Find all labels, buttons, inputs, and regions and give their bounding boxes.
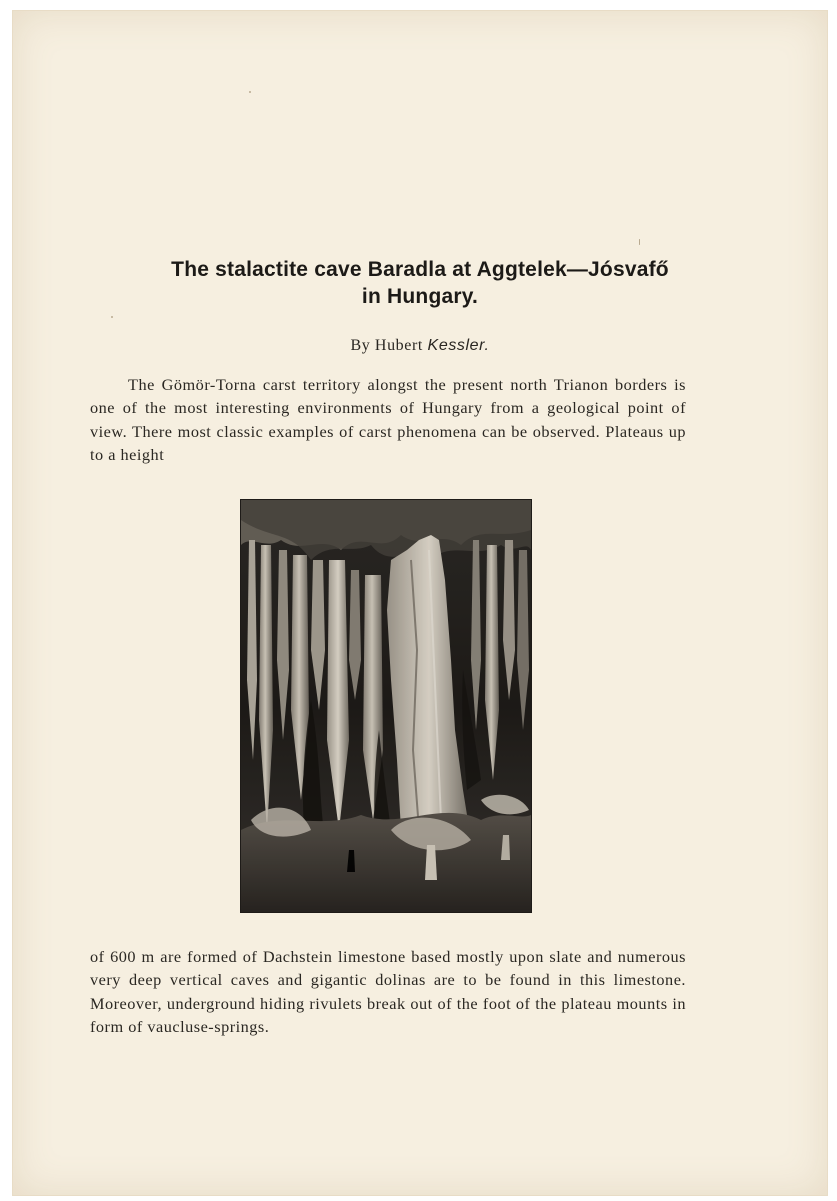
article-title-line-2: in Hungary. xyxy=(361,285,479,308)
paper-speck xyxy=(639,239,640,245)
byline-prefix: By Hubert xyxy=(350,337,428,354)
byline xyxy=(80,337,760,355)
paper-speck xyxy=(249,91,251,93)
article-title-line-1: The stalactite cave Baradla at Aggtelek—Jósvafő xyxy=(171,258,669,281)
cave-photograph-illustration xyxy=(241,500,531,912)
cave-photograph xyxy=(240,499,532,913)
paragraph-intro: The Gömör-Torna carst territory alongst the present north Trianon borders is one of the most interesting environments of Hungary from a geological point of view. There most classic examples of carst phenomena can be observed. Plateaus up to a height xyxy=(90,375,686,465)
paper-speck xyxy=(111,316,113,318)
article-title xyxy=(80,256,760,310)
author-lastname: Kessler. xyxy=(427,337,490,354)
paragraph-continuation: of 600 m are formed of Dachstein limestone based mostly upon slate and numerous very deep vertical caves and gigantic dolinas are to be found in this limestone. Moreover, underground hiding rivulets break out of the foot of the plateau mounts in form of vaucluse-springs. xyxy=(90,947,686,1037)
